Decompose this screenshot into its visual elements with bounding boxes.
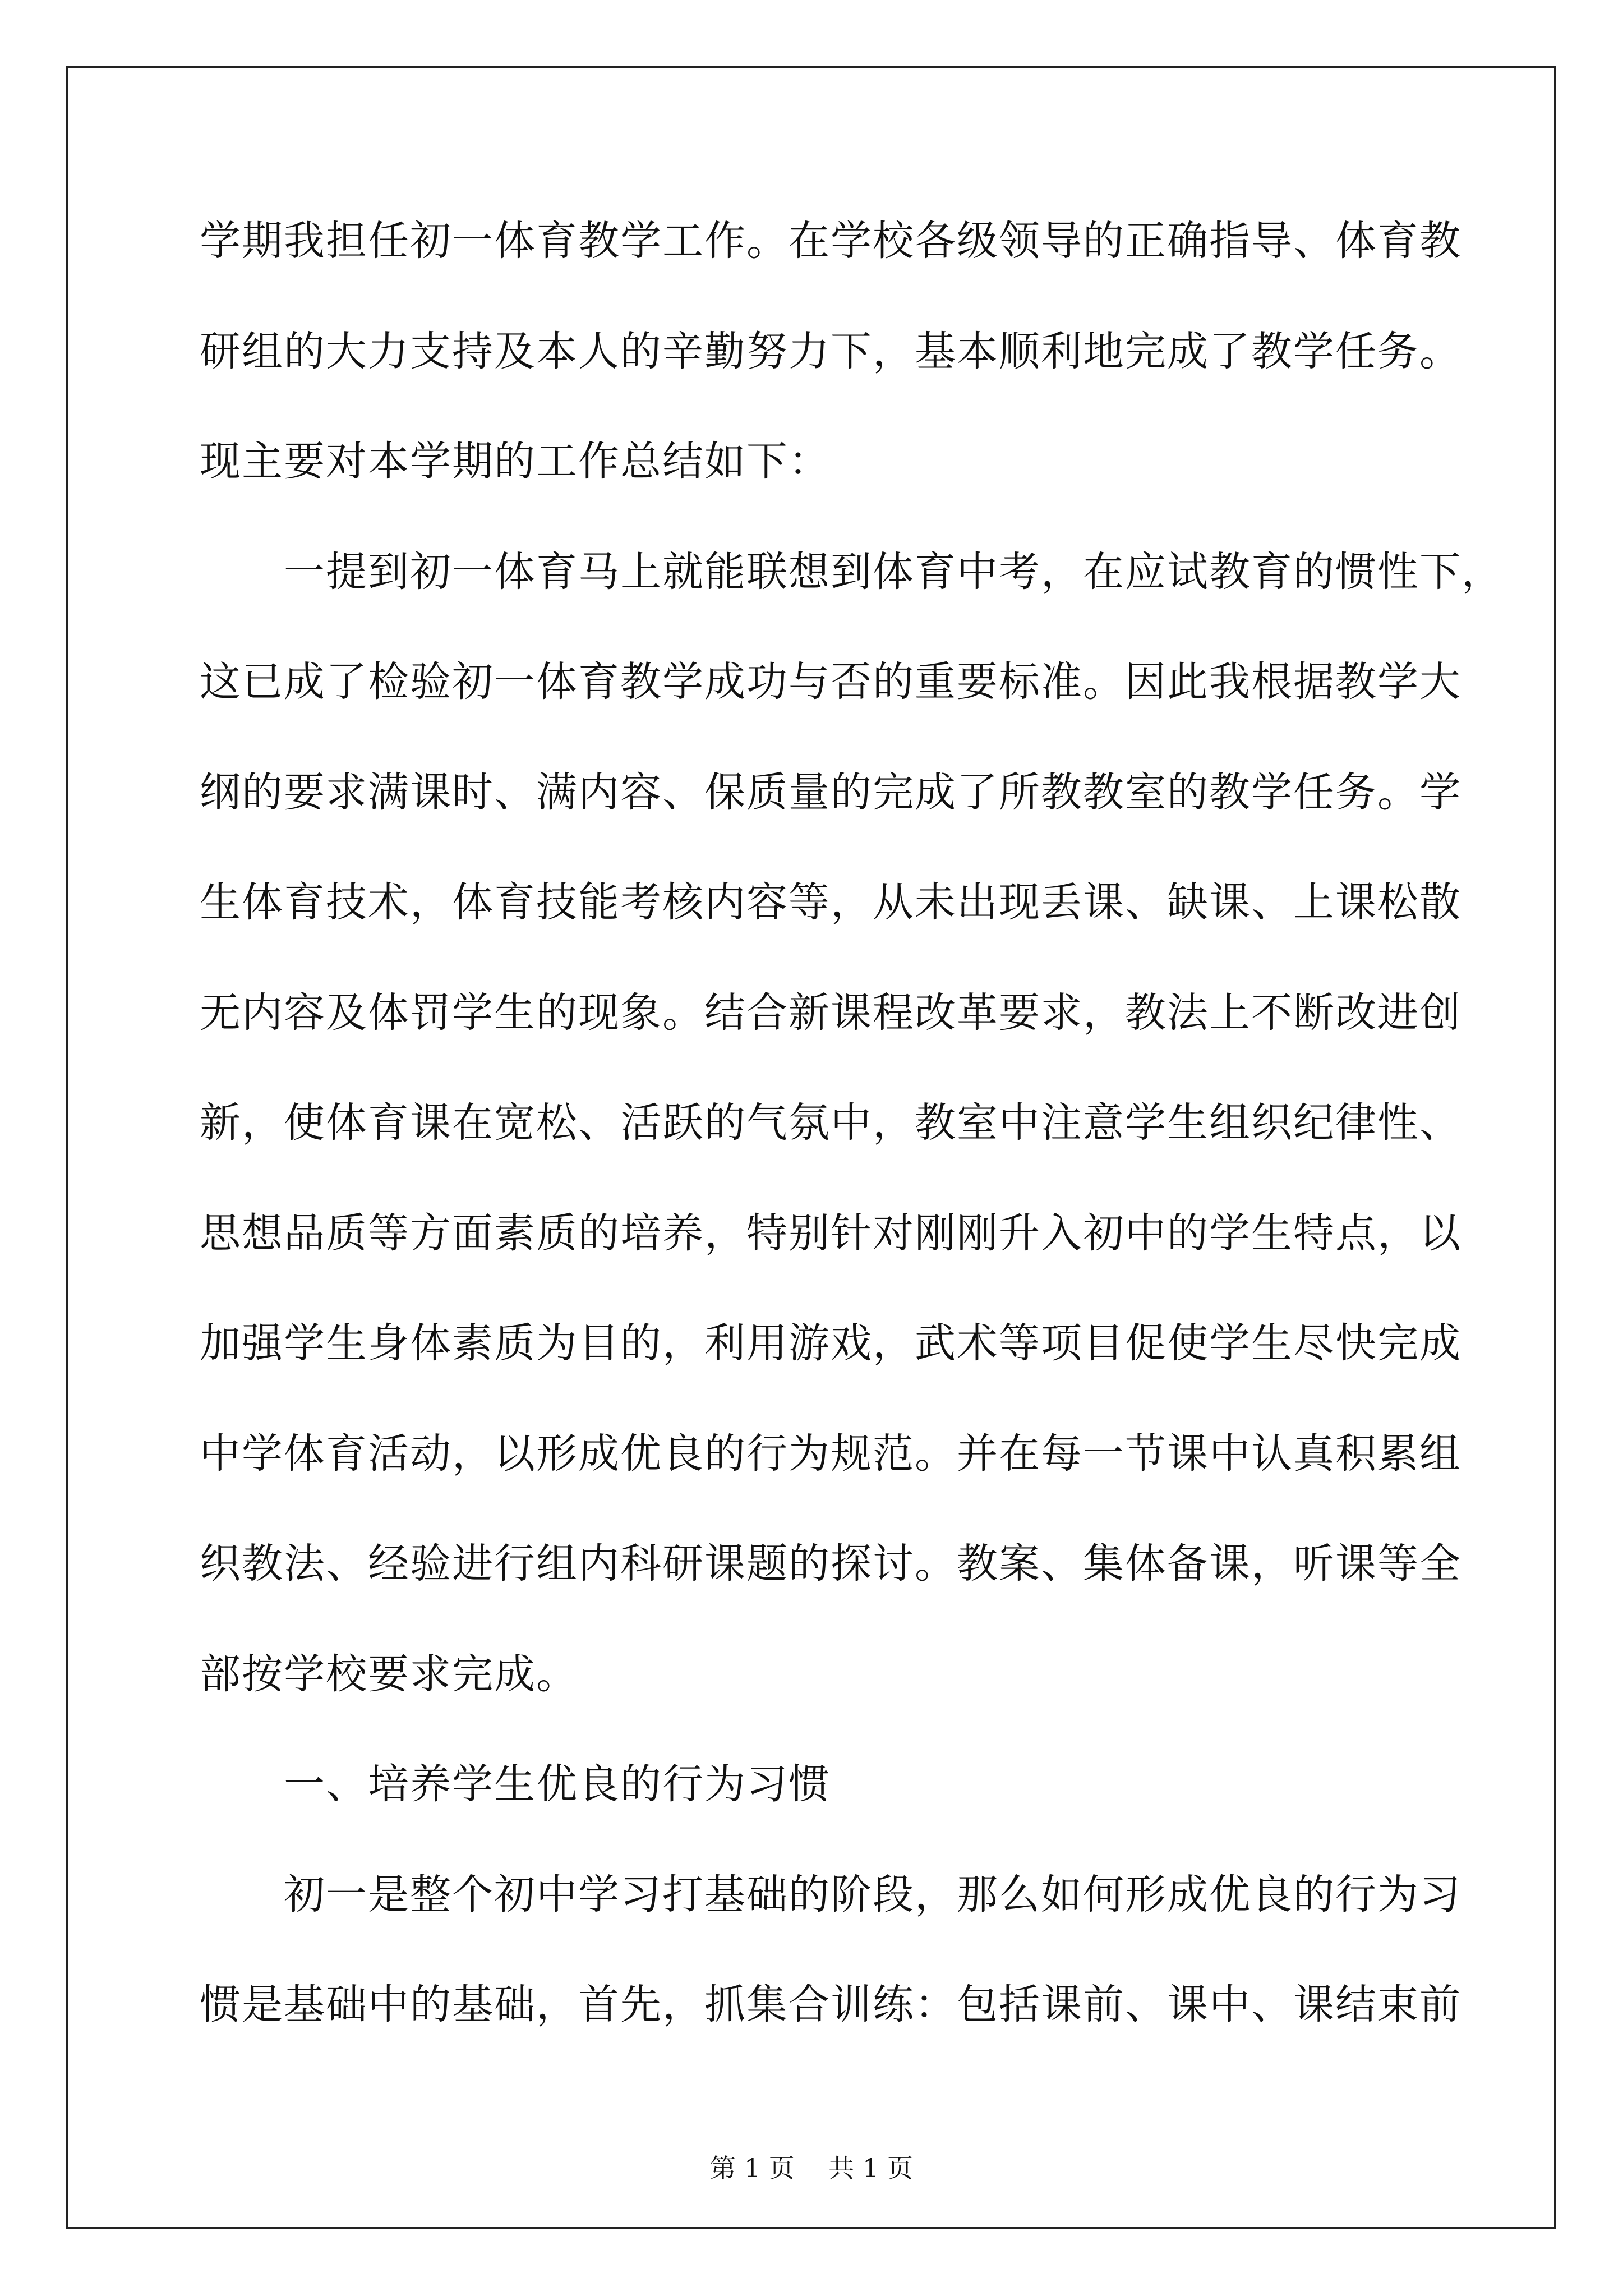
body-line: 加强学生身体素质为目的，利用游戏，武术等项目促使学生尽快完成 [200,1319,1461,1367]
body-line: 初一是整个初中学习打基础的阶段，那么如何形成优良的行为习 [200,1870,1461,1918]
body-line: 现主要对本学期的工作总结如下： [200,438,831,485]
body-line: 织教法、经验进行组内科研课题的探讨。教案、集体备课，听课等全 [200,1540,1461,1588]
body-line: 无内容及体罚学生的现象。结合新课程改革要求，教法上不断改进创 [200,988,1461,1037]
document-body [200,213,1504,2087]
body-line: 生体育技术，体育技能考核内容等，从未出现丢课、缺课、上课松散 [200,878,1461,926]
body-line: 中学体育活动，以形成优良的行为规范。并在每一节课中认真积累组 [200,1429,1461,1478]
body-line: 研组的大力支持及本人的辛勤努力下，基本顺利地完成了教学任务。 [200,327,1461,375]
body-line: 部按学校要求完成。 [200,1650,578,1698]
body-line: 纲的要求满课时、满内容、保质量的完成了所教教室的教学任务。学 [200,768,1461,816]
page-footer: 第 1 页 共 1 页 [710,2153,913,2183]
body-line: 思想品质等方面素质的培养，特别针对刚刚升入初中的学生特点，以 [200,1209,1461,1257]
body-line: 一提到初一体育马上就能联想到体育中考，在应试教育的惯性下， [200,547,1504,596]
body-line: 惯是基础中的基础，首先，抓集合训练：包括课前、课中、课结束前 [200,1981,1461,2028]
body-line: 这已成了检验初一体育教学成功与否的重要标准。因此我根据教学大 [200,658,1461,706]
body-line: 新，使体育课在宽松、活跃的气氛中，教室中注意学生组织纪律性、 [200,1099,1461,1147]
section-heading: 一、培养学生优良的行为习惯 [200,1760,831,1808]
body-line: 学期我担任初一体育教学工作。在学校各级领导的正确指导、体育教 [200,217,1461,265]
